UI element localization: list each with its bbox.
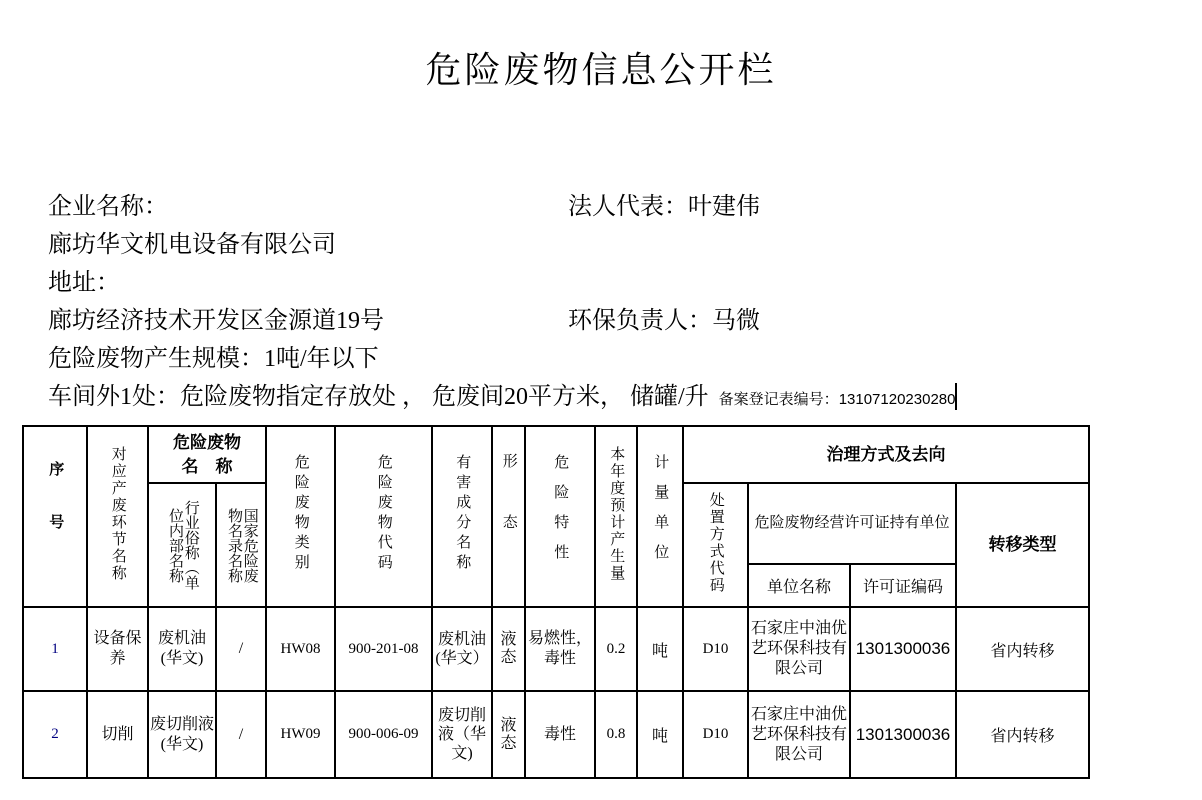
cell-amount: 0.2 <box>595 607 637 691</box>
cell-industry-name: 废切削液(华文) <box>148 691 216 778</box>
address-value: 廊坊经济技术开发区金源道19号 <box>48 308 384 334</box>
cell-category: HW09 <box>266 691 335 778</box>
header-hazard: 危险特性 <box>525 426 595 607</box>
storage-line <box>48 376 957 411</box>
cell-hazard: 易燃性，毒性 <box>525 607 595 691</box>
cell-stage: 设备保养 <box>87 607 148 691</box>
cell-stage: 切削 <box>87 691 148 778</box>
cell-code: 900-201-08 <box>335 607 432 691</box>
header-unit: 计量单位 <box>637 426 683 607</box>
header-holder-name: 单位名称 <box>748 564 850 607</box>
table-row <box>23 607 1089 691</box>
cell-license-code: 1301300036 <box>850 691 956 778</box>
address-label: 地址： <box>48 270 120 296</box>
header-catalog-name: 国家危险废 物名录名称 <box>216 483 266 607</box>
header-category: 危险废物类别 <box>266 426 335 607</box>
record-number[interactable]: 13107120230280 <box>838 391 956 408</box>
cell-seq: 1 <box>23 607 87 691</box>
cell-holder-name: 石家庄中油优艺环保科技有限公司 <box>748 607 850 691</box>
cell-disposal-code: D10 <box>683 691 748 778</box>
header-transfer-type: 转移类型 <box>956 483 1089 607</box>
header-amount: 本年度预计产生量 <box>595 426 637 607</box>
text-cursor[interactable] <box>955 383 957 410</box>
cell-industry-name: 废机油(华文) <box>148 607 216 691</box>
header-seq: 序号 <box>23 426 87 607</box>
header-stage: 对应产废环节名称 <box>87 426 148 607</box>
cell-holder-name: 石家庄中油优艺环保科技有限公司 <box>748 691 850 778</box>
header-license-holder: 危险废物经营许可证持有单位 <box>748 483 956 564</box>
waste-scale: 危险废物产生规模：1吨/年以下 <box>48 346 379 372</box>
record-label: 备案登记表编号： <box>718 392 839 408</box>
hazardous-waste-table <box>22 425 1090 779</box>
page-title: 危险废物信息公开栏 <box>425 50 777 90</box>
cell-transfer-type: 省内转移 <box>956 691 1089 778</box>
cell-component: 废机油(华文） <box>432 607 492 691</box>
cell-category: HW08 <box>266 607 335 691</box>
env-officer: 环保负责人：马微 <box>568 308 760 334</box>
header-code: 危险废物代码 <box>335 426 432 607</box>
company-name-label: 企业名称： <box>48 194 168 220</box>
storage-text: 车间外1处：危险废物指定存放处 ， 危废间20平方米， 储罐/升 <box>48 384 709 410</box>
legal-representative: 法人代表：叶建伟 <box>568 194 760 220</box>
header-license-code: 许可证编码 <box>850 564 956 607</box>
cell-transfer-type: 省内转移 <box>956 607 1089 691</box>
table-row <box>23 691 1089 778</box>
cell-unit: 吨 <box>637 607 683 691</box>
cell-hazard: 毒性 <box>525 691 595 778</box>
cell-code: 900-006-09 <box>335 691 432 778</box>
cell-catalog-name: / <box>216 607 266 691</box>
cell-catalog-name: / <box>216 691 266 778</box>
header-form: 形态 <box>492 426 525 607</box>
company-name-value: 廊坊华文机电设备有限公司 <box>48 232 336 258</box>
cell-form: 液态 <box>492 607 525 691</box>
cell-disposal-code: D10 <box>683 607 748 691</box>
header-disposal-group: 治理方式及去向 <box>683 426 1089 483</box>
header-disposal-code: 处置方式代码 <box>683 483 748 607</box>
header-component: 有害成分名称 <box>432 426 492 607</box>
cell-form: 液态 <box>492 691 525 778</box>
cell-component: 废切削液（华文) <box>432 691 492 778</box>
cell-seq: 2 <box>23 691 87 778</box>
cell-license-code: 1301300036 <box>850 607 956 691</box>
cell-amount: 0.8 <box>595 691 637 778</box>
cell-unit: 吨 <box>637 691 683 778</box>
header-industry-name: 行业俗称（单 位内部名称 <box>148 483 216 607</box>
header-waste-name: 危险废物 名 称 <box>148 426 266 483</box>
